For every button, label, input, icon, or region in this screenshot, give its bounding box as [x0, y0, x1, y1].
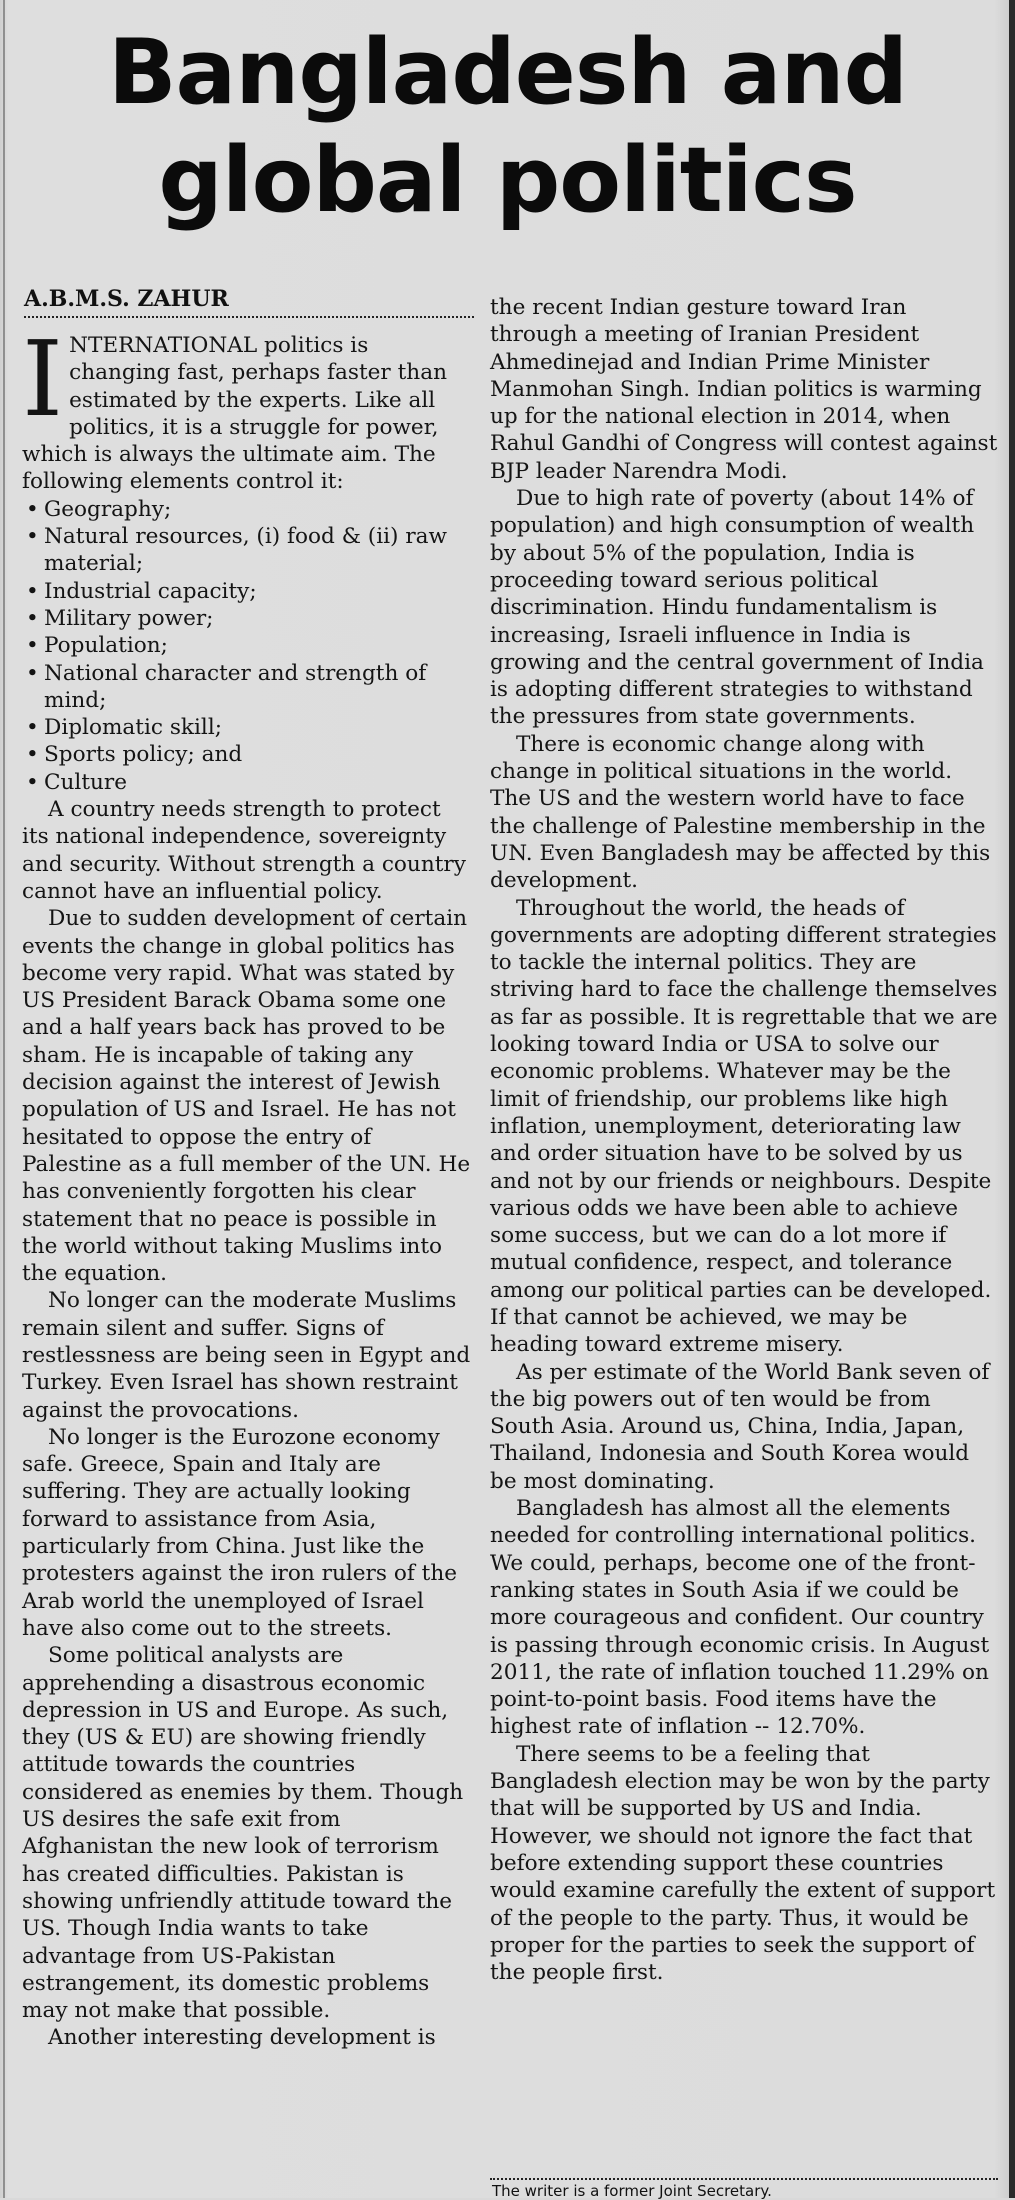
body-paragraph: A country needs strength to protect its national independence, sovereignty and security. Without strength a country cannot have an influential policy. [22, 797, 466, 904]
list-item: • Diplomatic skill; [22, 714, 472, 741]
intro-paragraph [22, 318, 472, 496]
continued-paragraph: the recent Indian gesture toward Iran through a meeting of Iranian President Ahmedinejad and Indian Prime Minister Manmohan Singh. Indian politics is warming up for the national election in 2014, when Rahul Gandhi of Congress will contest against BJP leader Narendra Modi. [490, 295, 998, 484]
page-right-border [1009, 0, 1015, 2198]
drop-cap: I [22, 318, 64, 440]
list-item: • Population; [22, 632, 472, 659]
list-item: • Military power; [22, 605, 472, 632]
body-paragraph: As per estimate of the World Bank seven of the big powers out of ten would be from South Asia. Around us, China, India, Japan, Thailand, Indonesia and South Korea would be most dominating. [490, 1359, 990, 1494]
body-paragraph: Throughout the world, the heads of governments are adopting different strategies to tackle the internal politics. They are striving hard to face the challenge themselves as far as possible. It is regrettable that we are looking toward India or USA to solve our economic problems. Whatever may be the limit of friendship, our problems like high inflation, unemployment, deteriorating law and order situation have to be solved by us and not by our friends or neighbours. Despite various odds we have been able to achieve some success, but we can do a lot more if mutual confidence, respect, and tolerance among our political parties can be developed. If that cannot be achieved, we may be heading toward extreme misery. [490, 895, 998, 1358]
page-fold-shadow [3, 0, 5, 2198]
footer-divider [490, 2178, 998, 2180]
body-paragraph: Bangladesh has almost all the elements needed for controlling international politics. We could, perhaps, become one of the front-ranking states in South Asia if we could be more courageous and confident. Our country is passing through economic crisis. In August 2011, the rate of inflation touched 11.29% on point-to-point basis. Food items have the highest rate of inflation -- 12.70%. [490, 1496, 990, 1740]
list-item: • Industrial capacity; [22, 578, 472, 605]
body-paragraph: Another interesting development is [48, 2025, 436, 2051]
list-item: • Sports policy; and [22, 741, 472, 768]
list-item: • Culture [22, 769, 472, 796]
body-paragraph: There is economic change along with change in political situations in the world. The US and the western world have to face the challenge of Palestine membership in the UN. Even Bangladesh may be affected by this development. [490, 731, 991, 894]
body-paragraph: Due to sudden development of certain events the change in global politics has become very rapid. What was stated by US President Barack Obama some one and a half years back has proved to be sham. He is incapable of taking any decision against the interest of Jewish population of US and Israel. He has not hesitated to oppose the entry of Palestine as a full member of the UN. He has conveniently forgotten his clear statement that no peace is possible in the world without taking Muslims into the equation. [22, 906, 471, 1287]
list-item: • Geography; [22, 496, 472, 523]
body-paragraph: Some political analysts are apprehending a disastrous economic depression in US and Europe. As such, they (US & EU) are showing friendly attitude towards the countries considered as enemies by them. Though US desires the safe exit from Afghanistan the new look of terrorism has created difficulties. Pakistan is showing unfriendly attitude toward the US. Though India wants to take advantage from US-Pakistan estrangement, its domestic problems may not make that possible. [22, 1643, 464, 2024]
list-item: • National character and strength of mind; [22, 660, 472, 715]
headline-line-1: Bangladesh and [107, 20, 908, 125]
author-note: The writer is a former Joint Secretary. [492, 2182, 772, 2200]
article-right-column [490, 294, 998, 1986]
body-paragraph: No longer is the Eurozone economy safe. Greece, Spain and Italy are suffering. They are actually looking forward to assistance from Asia, particularly from China. Just like the protesters against the iron rulers of the Arab world the unemployed of Israel have also come out to the streets. [22, 1424, 458, 1641]
elements-list [22, 496, 472, 796]
article-left-column [22, 318, 472, 2052]
list-item: • Natural resources, (i) food & (ii) raw material; [22, 523, 472, 578]
body-paragraph: Due to high rate of poverty (about 14% of population) and high consumption of wealth by about 5% of the population, India is proceeding toward serious political discrimination. Hindu fundamentalism is increasing, Israeli influence in India is growing and the central government of India is adopting different strategies to withstand the pressures from state governments. [490, 486, 984, 730]
author-byline: A.B.M.S. ZAHUR [24, 286, 474, 318]
intro-text: NTERNATIONAL politics is changing fast, perhaps faster than estimated by the experts. Like all politics, it is a struggle for power, which is always the ultimate aim. The following elements control it: [22, 333, 447, 495]
body-paragraph: There seems to be a feeling that Bangladesh election may be won by the party that will be supported by US and India. However, we should not ignore the fact that before extending support these countries would examine carefully the extent of support of the people to the party. Thus, it would be proper for the parties to seek the support of the people first. [490, 1741, 996, 1986]
headline-line-2: global politics [158, 128, 857, 233]
body-paragraph: No longer can the moderate Muslims remain silent and suffer. Signs of restlessness are being seen in Egypt and Turkey. Even Israel has shown restraint against the provocations. [22, 1288, 471, 1423]
